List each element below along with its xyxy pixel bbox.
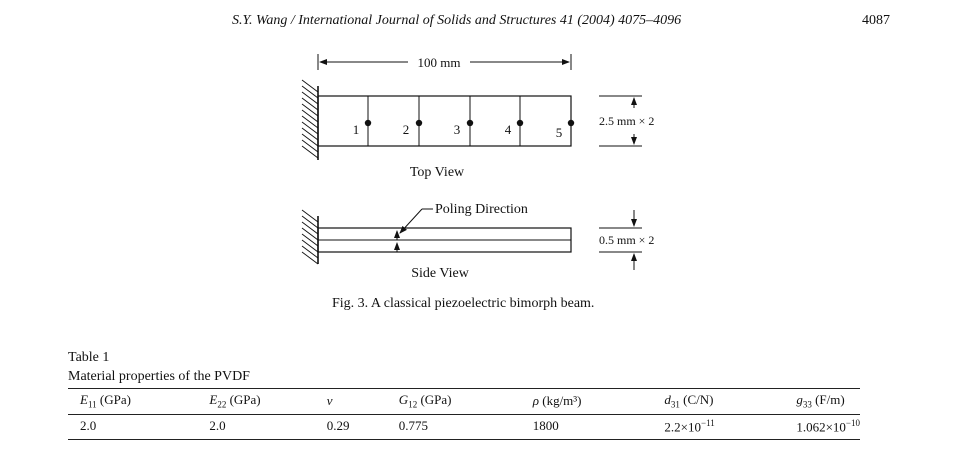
header-cell-e11: $E_{11}$ (GPa) <box>80 392 131 410</box>
table-header-row <box>68 389 860 415</box>
beam-top-view <box>318 96 574 146</box>
cell-e11: 2.0 <box>80 418 97 434</box>
top-view-label: Top View <box>409 165 465 180</box>
sensor-label-1: 1 <box>352 122 360 137</box>
clamp-top-view <box>302 80 318 160</box>
table-label: Table 1 <box>68 350 110 365</box>
cell-d31: $2.2\times 10^{-11}$ <box>664 417 715 434</box>
poling-label: Poling Direction <box>435 202 528 217</box>
figure-caption: Fig. 3. A classical piezoelectric bimorph beam. <box>332 296 595 311</box>
cell-g33: $1.062\times 10^{-10}$ <box>796 417 860 434</box>
header-cell-d31: $d_{31}$ (C/N) <box>664 392 714 410</box>
sensor-dot-3 <box>467 120 473 126</box>
clamp-side-view <box>302 210 318 264</box>
header-cell-e22: $E_{22}$ (GPa) <box>209 392 261 410</box>
thickness-label: 0.5 mm × 2 <box>599 233 655 247</box>
sensor-dot-4 <box>517 120 523 126</box>
header-cell-nu: ν <box>326 392 333 408</box>
side-view-label: Side View <box>411 266 469 281</box>
table-row <box>68 414 860 439</box>
sensor-dot-5 <box>568 120 574 126</box>
cell-g12: 0.775 <box>398 418 429 434</box>
sensor-label-2: 2 <box>402 122 410 137</box>
header-cell-g12: $G_{12}$ (GPa) <box>398 392 452 410</box>
cell-nu: 0.29 <box>326 418 350 434</box>
thickness-dimension <box>599 210 654 270</box>
material-properties-table <box>68 388 860 440</box>
sensor-label-4: 4 <box>504 122 512 137</box>
table-title: Material properties of the PVDF <box>68 369 250 384</box>
width-dimension <box>599 96 654 146</box>
length-label: 100 mm <box>417 55 461 70</box>
sensor-label-5: 5 <box>555 125 563 140</box>
cell-e22: 2.0 <box>209 418 226 434</box>
header-cell-g33: $g_{33}$ (F/m) <box>796 392 845 410</box>
page-number: 4087 <box>862 13 890 28</box>
beam-side-view <box>318 228 571 252</box>
running-header: S.Y. Wang / International Journal of Solids and Structures 41 (2004) 4075–4096 <box>232 13 682 28</box>
width-label: 2.5 mm × 2 <box>599 114 655 128</box>
cell-rho: 1800 <box>532 418 559 434</box>
length-dimension <box>318 54 571 70</box>
header-cell-rho: ρ (kg/m³) <box>532 392 582 408</box>
sensor-dot-2 <box>416 120 422 126</box>
sensor-dot-1 <box>365 120 371 126</box>
sensor-label-3: 3 <box>453 122 461 137</box>
